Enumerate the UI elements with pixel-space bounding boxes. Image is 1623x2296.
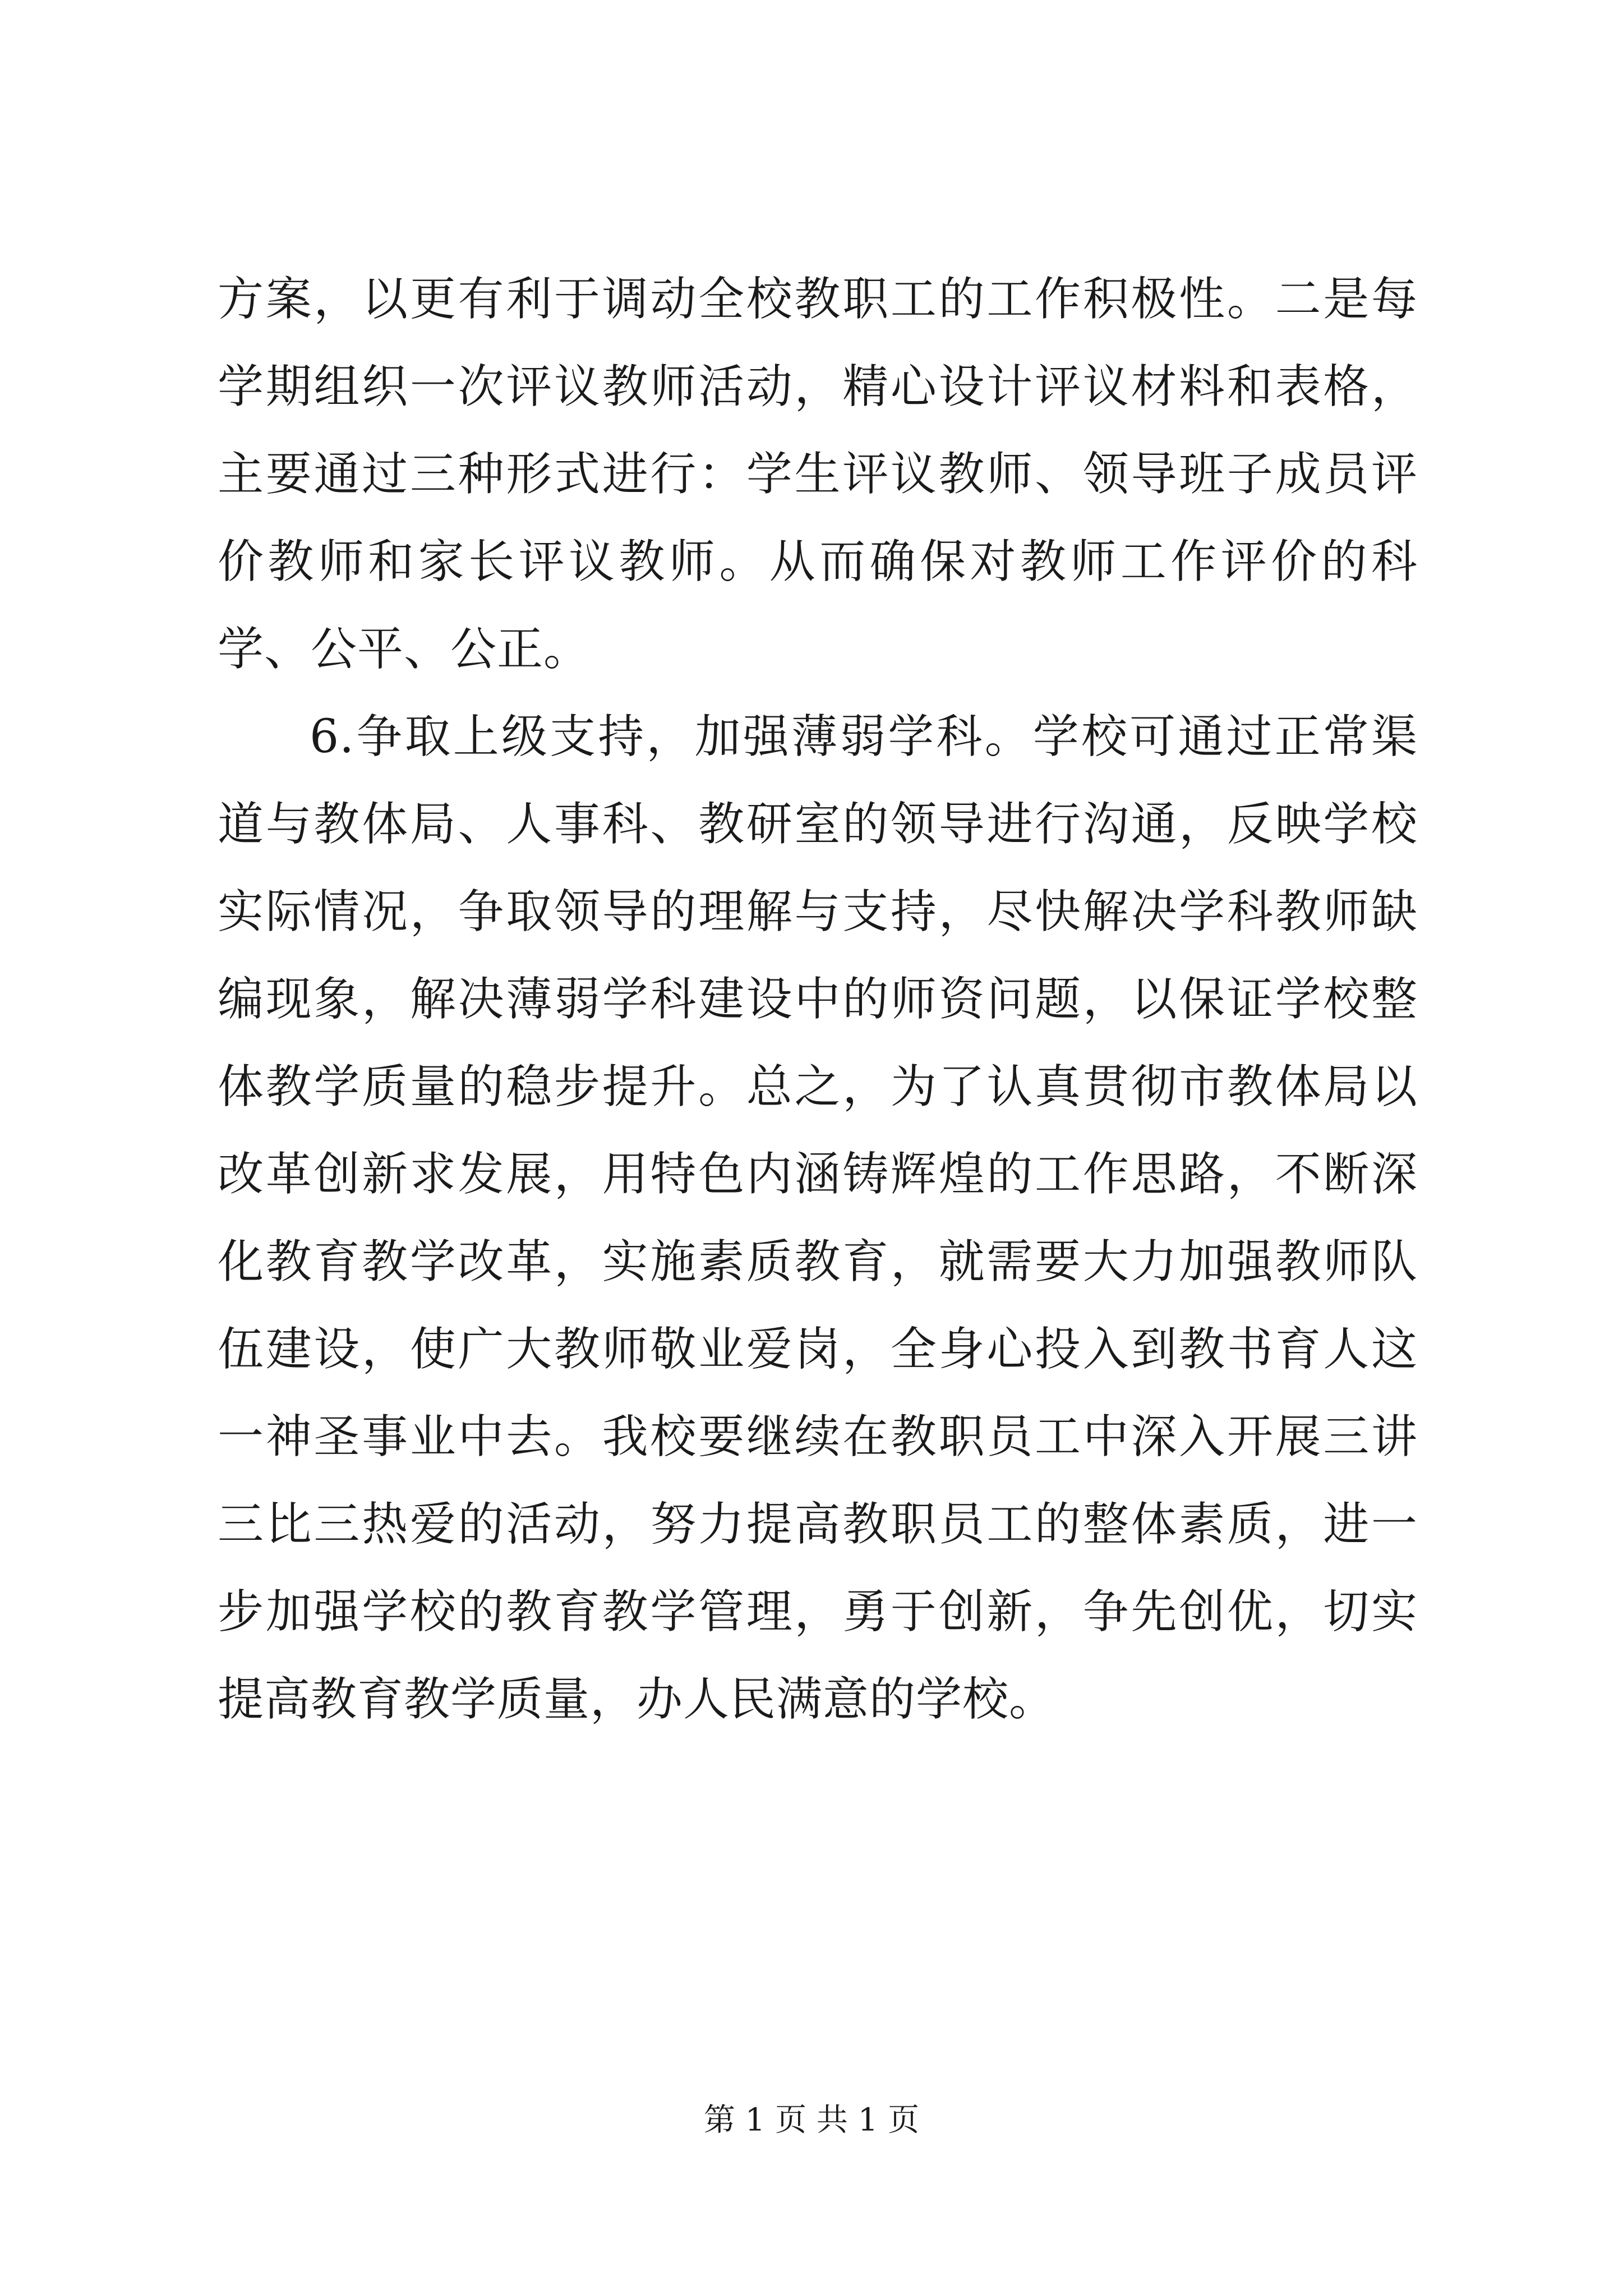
- paragraph-item-6: 6.争取上级支持，加强薄弱学科。学校可通过正常渠道与教体局、人事科、教研室的领导进行沟通，反映学校实际情况，争取领导的理解与支持，尽快解决学科教师缺编现象，解决薄弱学科建设中的师资问题，以保证学校整体教学质量的稳步提升。总之，为了认真贯彻市教体局以改革创新求发展，用特色内涵铸辉煌的工作思路，不断深化教育教学改革，实施素质教育，就需要大力加强教师队伍建设，使广大教师敬业爱岗，全身心投入到教书育人这一神圣事业中去。我校要继续在教职员工中深入开展三讲三比三热爱的活动，努力提高教职员工的整体素质，进一步加强学校的教育教学管理，勇于创新，争先创优，切实提高教育教学质量，办人民满意的学校。: [218, 710, 1418, 1726]
- document-body: [218, 256, 1418, 1743]
- page-footer: [0, 2098, 1623, 2143]
- paragraph-continuation: 方案，以更有利于调动全校教职工的工作积极性。二是每学期组织一次评议教师活动，精心设计评议材料和表格，主要通过三种形式进行：学生评议教师、领导班子成员评价教师和家长评议教师。从而确保对教师工作评价的科学、公平、公正。: [218, 273, 1418, 676]
- page-number: 第 1 页 共 1 页: [703, 2102, 920, 2138]
